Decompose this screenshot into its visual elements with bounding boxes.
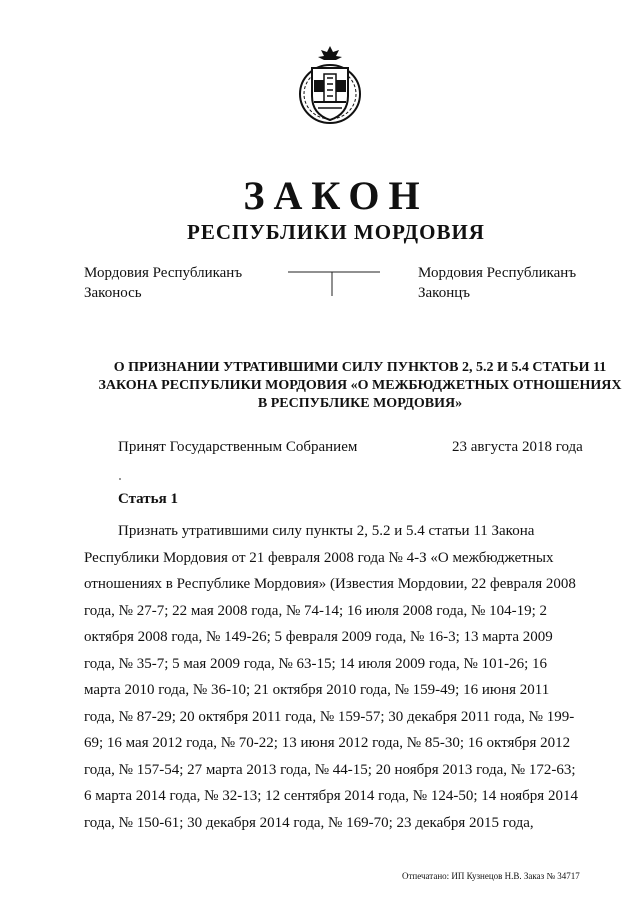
divider-mark: [286, 264, 382, 298]
adopted-by: Принят Государственным Собранием: [118, 439, 358, 455]
body-line: Признать утратившими силу пункты 2, 5.2 и 5.4 статьи 11 Закона: [118, 523, 535, 539]
body-line: года, № 157-54; 27 марта 2013 года, № 44-15; 20 ноября 2013 года, № 172-63;: [84, 761, 576, 778]
body-line: октября 2008 года, № 149-26; 5 февраля 2009 года, № 16-3; 13 марта 2009: [84, 629, 553, 645]
printer-imprint: Отпечатано: ИП Кузнецов Н.В. Заказ № 34717: [402, 871, 580, 881]
body-line: 6 марта 2014 года, № 32-13; 12 сентября 2014 года, № 124-50; 14 ноября 2014: [84, 788, 578, 804]
body-line: года, № 27-7; 22 мая 2008 года, № 74-14; 16 июля 2008 года, № 104-19; 2: [84, 602, 548, 619]
adoption-date: 23 августа 2018 года: [452, 439, 583, 455]
law-name: [60, 359, 640, 413]
body-line: отношениях в Республике Мордовия» (Известия Мордовии, 22 февраля 2008: [84, 576, 576, 592]
scan-speck: [119, 478, 121, 480]
article-heading: Статья 1: [118, 491, 178, 507]
body-line: года, № 87-29; 20 октября 2011 года, № 159-57; 30 декабря 2011 года, № 199-: [84, 708, 575, 725]
right-language-caption: [418, 263, 576, 303]
law-name-line: В РЕСПУБЛИКЕ МОРДОВИЯ»: [257, 396, 463, 411]
body-line: года, № 35-7; 5 мая 2009 года, № 63-15; 14 июля 2009 года, № 101-26; 16: [84, 655, 548, 672]
right-language-line: Законцъ: [418, 285, 471, 301]
body-line: Республики Мордовия от 21 февраля 2008 года № 4-З «О межбюджетных: [84, 549, 554, 566]
left-language-line: Законось: [84, 285, 142, 301]
law-subtitle: РЕСПУБЛИКИ МОРДОВИЯ: [187, 220, 485, 244]
left-language-line: Мордовия Республиканъ: [84, 265, 243, 281]
body-line: 69; 16 мая 2012 года, № 70-22; 13 июня 2012 года, № 85-30; 16 октября 2012: [84, 735, 571, 751]
body-line: марта 2010 года, № 36-10; 21 октября 2010 года, № 159-49; 16 июня 2011: [84, 682, 550, 698]
article-body: [84, 518, 592, 836]
right-language-line: Мордовия Республиканъ: [418, 265, 577, 281]
left-language-caption: [84, 263, 242, 303]
coat-of-arms-icon: [298, 44, 362, 126]
law-name-line: ЗАКОНА РЕСПУБЛИКИ МОРДОВИЯ «О МЕЖБЮДЖЕТНЫХ ОТНОШЕНИЯХ: [98, 378, 622, 393]
law-name-line: О ПРИЗНАНИИ УТРАТИВШИМИ СИЛУ ПУНКТОВ 2, 5.2 И 5.4 СТАТЬИ 11: [113, 360, 607, 375]
body-line: года, № 150-61; 30 декабря 2014 года, № 169-70; 23 декабря 2015 года,: [84, 814, 534, 831]
law-title: ЗАКОН: [243, 173, 429, 218]
